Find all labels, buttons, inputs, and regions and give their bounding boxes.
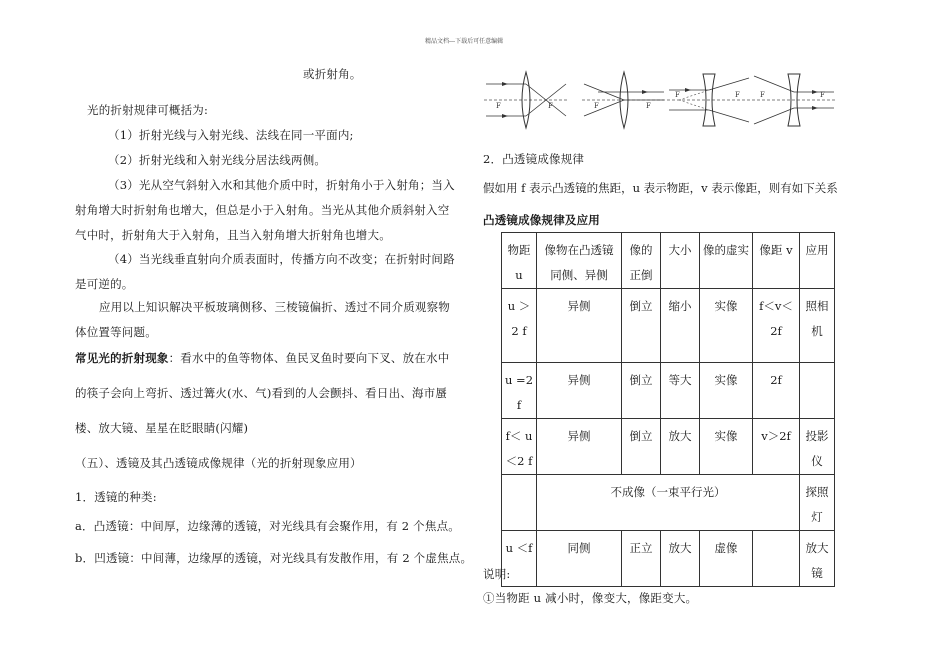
cell-side: 异侧: [537, 419, 622, 475]
lens-types-title: 1．透镜的种类:: [75, 490, 157, 504]
table-title: 凸透镜成像规律及应用: [483, 213, 600, 227]
application-line-2: 体位置等问题。: [75, 325, 157, 339]
cell-application: 放大镜: [800, 531, 835, 587]
focal-point-label: F: [820, 91, 825, 99]
cell-real-virtual: 虚像: [700, 531, 753, 587]
section-2-title: 2．凸透镜成像规律: [483, 152, 585, 166]
header-object-distance: 物距 u: [502, 233, 537, 289]
cell-application: 探照灯: [800, 475, 835, 531]
imaging-table: [501, 232, 835, 587]
cell-object-distance: u ＜f: [502, 531, 537, 587]
cell-image-distance: v＞2f: [753, 419, 800, 475]
common-phenomena-line-3: 楼、放大镜、星星在眨眼睛(闪耀): [75, 421, 249, 435]
cell-real-virtual: 实像: [700, 419, 753, 475]
header-size: 大小: [661, 233, 700, 289]
convex-lens-diagram-1: [482, 70, 570, 130]
focal-point-label: F: [735, 91, 740, 99]
focal-point-label: F: [594, 102, 599, 110]
table-row: [502, 419, 835, 475]
cell-object-distance: f＜ u ＜2 f: [502, 419, 537, 475]
header-application: 应用: [800, 233, 835, 289]
cell-image-distance: f＜v＜2f: [753, 289, 800, 363]
table-row: [502, 475, 835, 531]
note-1: ①当物距 u 减小时，像变大，像距变大。: [483, 591, 698, 605]
common-phenomena-line-1: [75, 350, 449, 366]
header-image-distance: 像距 v: [753, 233, 800, 289]
cell-image-distance: [753, 531, 800, 587]
cell-size: 放大: [661, 419, 700, 475]
table-row: [502, 531, 835, 587]
concave-lens-diagram-2: [750, 70, 838, 130]
cell-object-distance: [502, 475, 537, 531]
header-orientation: 像的正倒: [622, 233, 661, 289]
cell-side: 异侧: [537, 363, 622, 419]
cell-size: 等大: [661, 363, 700, 419]
rule-3-line-3: 气中时，折射角大于入射角，且当入射角增大折射角也增大。: [75, 228, 391, 242]
rule-4-line-2: 是可逆的。: [75, 277, 134, 291]
table-row: [502, 363, 835, 419]
cell-size: 放大: [661, 531, 700, 587]
focal-point-label: F: [760, 91, 765, 99]
rule-3-line-2: 射角增大时折射角也增大，但总是小于入射角。当光从其他介质斜射入空: [75, 203, 450, 217]
cell-application: [800, 363, 835, 419]
rule-2: （2）折射光线和入射光线分居法线两侧。: [108, 153, 327, 167]
focal-point-label: F: [496, 102, 501, 110]
section-5-title: （五）、透镜及其凸透镜成像规律（光的折射现象应用）: [75, 456, 362, 470]
lens-formula-assumption: 假如用 f 表示凸透镜的焦距，u 表示物距，v 表示像距，则有如下关系: [483, 181, 838, 195]
cell-application: 照相机: [800, 289, 835, 363]
cell-object-distance: u =2 f: [502, 363, 537, 419]
top-fragment: 或折射角。: [303, 67, 362, 81]
rule-3-line-1: （3）光从空气斜射入水和其他介质中时，折射角小于入射角；当入: [108, 178, 455, 192]
cell-size: 缩小: [661, 289, 700, 363]
application-line-1: 应用以上知识解决平板玻璃侧移、三棱镜偏折、透过不同介质观察物: [99, 300, 450, 314]
rule-1: （1）折射光线与入射光线、法线在同一平面内;: [108, 128, 354, 142]
cell-image-distance: 2f: [753, 363, 800, 419]
cell-side: 异侧: [537, 289, 622, 363]
table-row: [502, 289, 835, 363]
cell-real-virtual: 实像: [700, 363, 753, 419]
cell-application: 投影仪: [800, 419, 835, 475]
cell-real-virtual: 实像: [700, 289, 753, 363]
header-real-virtual: 像的虚实: [700, 233, 753, 289]
common-phenomena-text: ：看水中的鱼等物体、鱼民叉鱼时要向下叉、放在水中: [168, 351, 450, 365]
cell-orientation: 倒立: [622, 419, 661, 475]
notes-title: 说明:: [483, 567, 511, 581]
header-watermark: 精品文档---下载后可任意编辑: [425, 38, 504, 45]
focal-point-label: F: [646, 102, 651, 110]
cell-object-distance: u ＞2 f: [502, 289, 537, 363]
cell-side: 同侧: [537, 531, 622, 587]
concave-lens-diagram-1: [665, 70, 753, 130]
convex-lens-definition: a．凸透镜：中间厚，边缘薄的透镜，对光线具有会聚作用，有 2 个焦点。: [75, 519, 460, 533]
focal-point-label: F: [548, 102, 553, 110]
table-header-row: [502, 233, 835, 289]
common-phenomena-line-2: 的筷子会向上弯折、透过篝火(水、气)看到的人会颤抖、看日出、海市蜃: [75, 386, 448, 400]
convex-lens-diagram-2: [580, 70, 668, 130]
cell-orientation: 倒立: [622, 363, 661, 419]
cell-orientation: 倒立: [622, 289, 661, 363]
cell-no-image: 不成像（一束平行光）: [537, 475, 800, 531]
refraction-intro: 光的折射规律可概括为:: [87, 103, 209, 117]
rule-4-line-1: （4）当光线垂直射向介质表面时，传播方向不改变；在折射时间路: [108, 252, 455, 266]
header-same-side: 像物在凸透镜同侧、异侧: [537, 233, 622, 289]
cell-orientation: 正立: [622, 531, 661, 587]
common-phenomena-label: 常见光的折射现象: [75, 351, 169, 365]
focal-point-label: F: [675, 91, 680, 99]
concave-lens-definition: b．凹透镜：中间薄，边缘厚的透镜，对光线具有发散作用，有 2 个虚焦点。: [75, 551, 473, 565]
